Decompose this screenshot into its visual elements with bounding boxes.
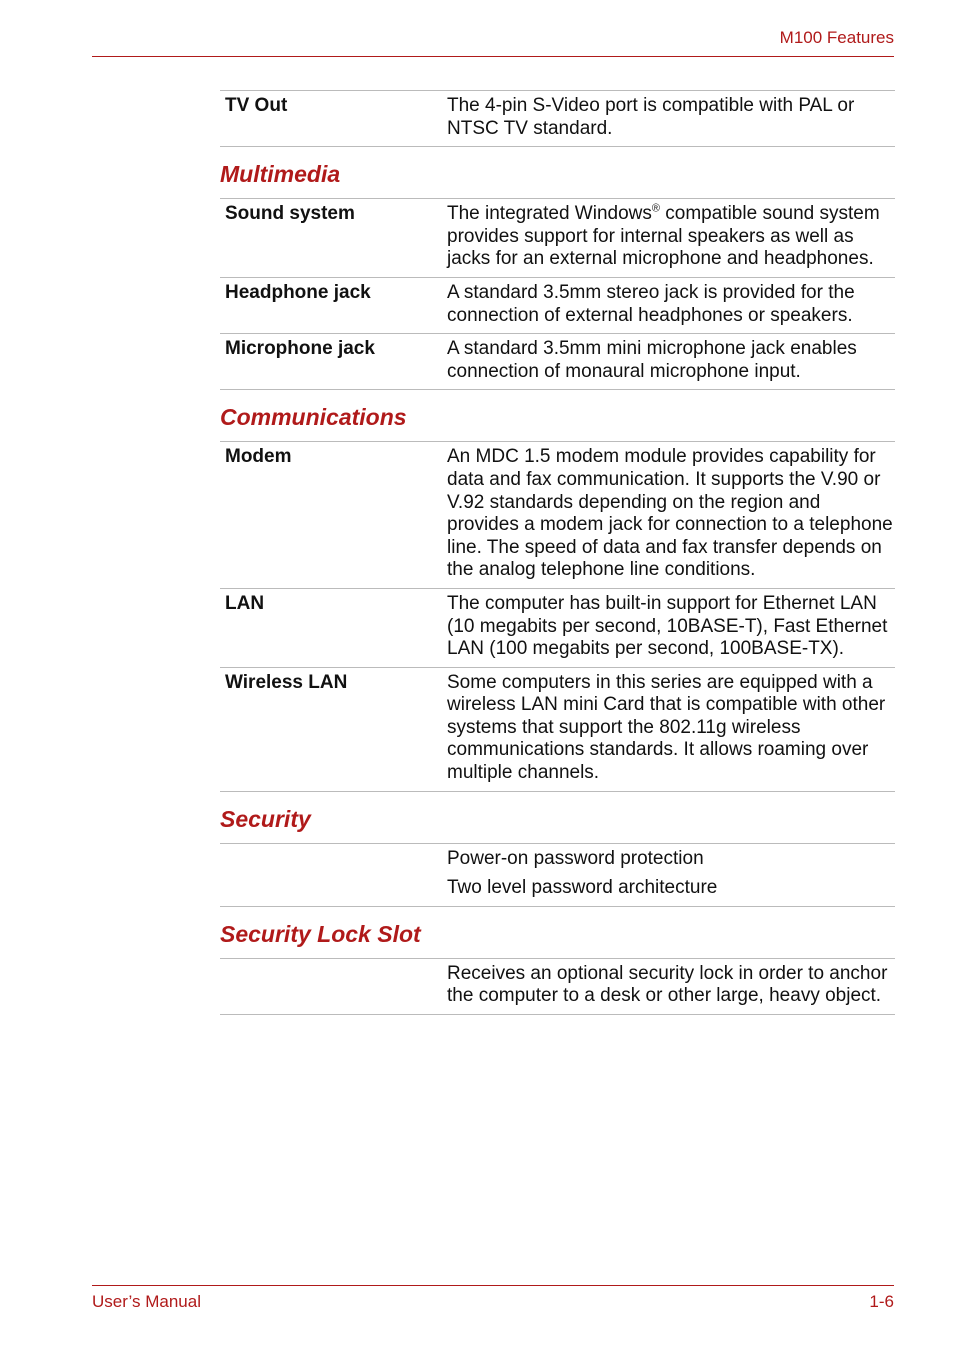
spec-row-security-lock xyxy=(220,959,895,1015)
spec-row-modem xyxy=(220,442,895,589)
section-title-security: Security xyxy=(220,805,311,832)
spec-label: Modem xyxy=(225,446,292,468)
document-body xyxy=(220,90,895,1015)
header-divider xyxy=(92,56,894,57)
section-title-security-lock-slot: Security Lock Slot xyxy=(220,920,421,947)
footer-manual-title: User’s Manual xyxy=(92,1292,201,1311)
communications-table xyxy=(220,441,895,791)
page-header-title: M100 Features xyxy=(779,28,894,47)
security-item: Two level password architecture xyxy=(447,877,718,899)
registered-mark: ® xyxy=(651,202,660,215)
security-item: Power-on password protection xyxy=(447,847,704,869)
security-lock-table xyxy=(220,958,895,1015)
spec-label: TV Out xyxy=(225,95,288,116)
spec-description: A standard 3.5mm stereo jack is provided for the connection of external headphones or speakers. xyxy=(447,281,855,326)
spec-label xyxy=(220,963,447,1008)
section-title-multimedia: Multimedia xyxy=(220,161,341,188)
section-title-communications: Communications xyxy=(220,404,407,431)
spec-row-tv-out xyxy=(220,91,895,147)
spec-row-headphone-jack xyxy=(220,278,895,334)
spec-description: The 4-pin S-Video port is compatible with PAL or NTSC TV standard. xyxy=(447,95,855,139)
spec-label: Wireless LAN xyxy=(225,671,348,693)
spec-description: Receives an optional security lock in order to anchor the computer to a desk or other large, heavy object. xyxy=(447,962,888,1007)
spec-label xyxy=(220,848,447,900)
spec-description: An MDC 1.5 modem module provides capability for data and fax communication. It supports the V.90 or V.92 standards depending on the region and provides a modem jack for connection to a telephone line. The speed of data and fax transfer depends on the analog telephone line conditions. xyxy=(447,446,893,581)
spec-description: The integrated Windows® compatible sound system provides support for internal speakers as well as jacks for an external microphone and headphones. xyxy=(447,202,880,270)
spec-description: A standard 3.5mm mini microphone jack enables connection of monaural microphone input. xyxy=(447,338,857,382)
spec-label: Microphone jack xyxy=(225,338,375,360)
spec-description: The computer has built-in support for Ethernet LAN (10 megabits per second, 10BASE-T), Fast Ethernet LAN (100 megabits per second, 100BASE-TX). xyxy=(447,592,888,660)
spec-label: LAN xyxy=(225,592,265,614)
multimedia-table xyxy=(220,198,895,390)
spec-label: Sound system xyxy=(225,203,355,225)
spec-description: Some computers in this series are equipped with a wireless LAN mini Card that is compatible with other systems that support the 802.11g wireless communications standards. It allows roaming over multiple channels. xyxy=(447,671,886,784)
footer-divider xyxy=(92,1285,894,1286)
security-table xyxy=(220,843,895,907)
spec-label: Headphone jack xyxy=(225,281,371,303)
spec-row-lan xyxy=(220,589,895,668)
spec-description xyxy=(447,848,895,900)
spec-row-security xyxy=(220,844,895,907)
page-number: 1-6 xyxy=(869,1292,894,1311)
tv-out-table xyxy=(220,90,895,147)
spec-row-microphone-jack xyxy=(220,334,895,390)
spec-row-wireless-lan xyxy=(220,668,895,792)
spec-row-sound-system xyxy=(220,199,895,278)
